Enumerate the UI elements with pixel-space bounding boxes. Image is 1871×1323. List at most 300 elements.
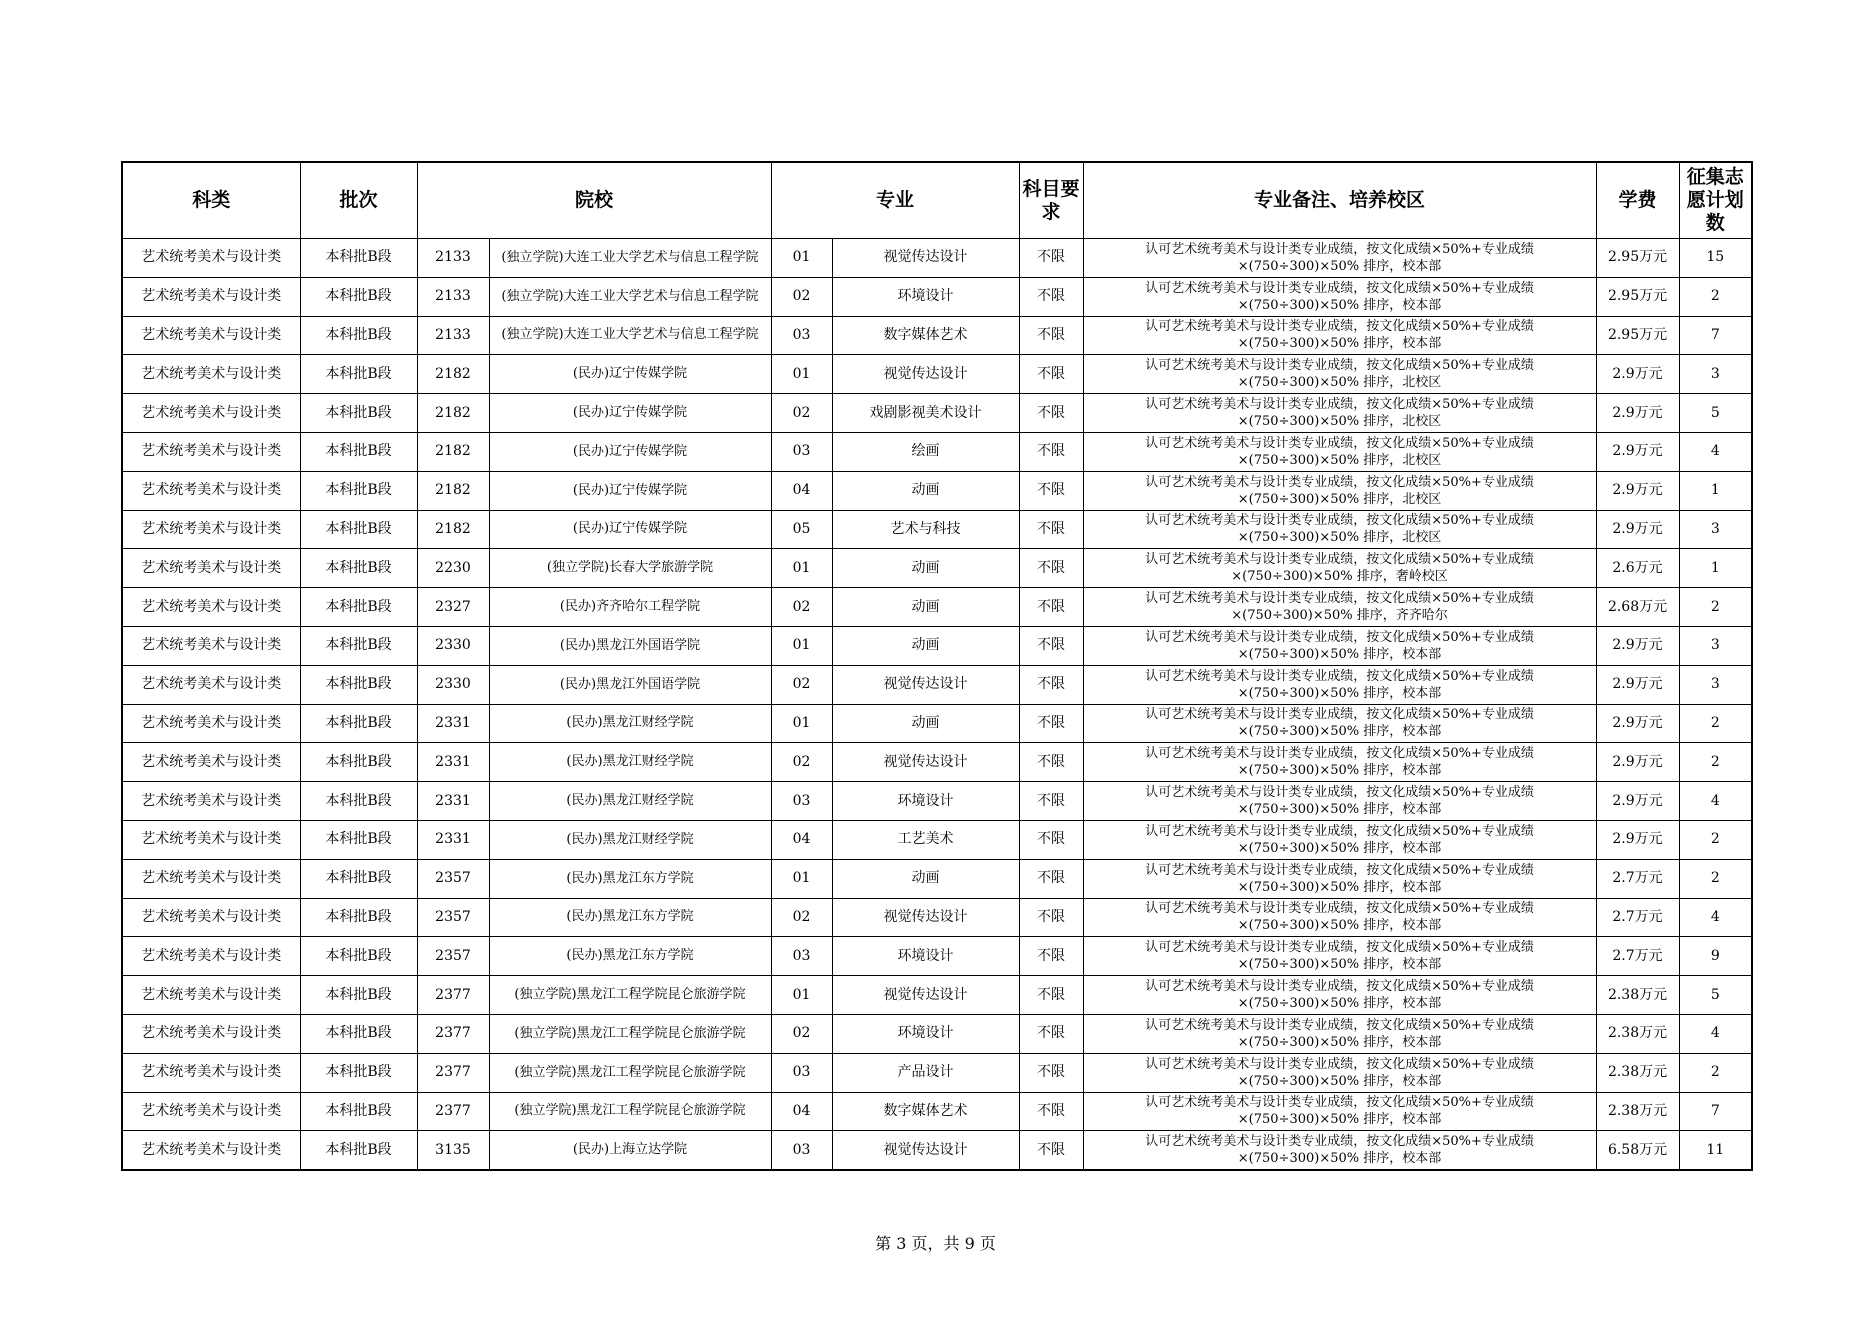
cell-notes bbox=[1083, 976, 1596, 1015]
cell-plan-count: 3 bbox=[1679, 665, 1752, 704]
cell-subject-requirement: 不限 bbox=[1019, 704, 1083, 743]
header-category: 科类 bbox=[122, 162, 300, 239]
cell-school-code: 2182 bbox=[417, 394, 489, 433]
cell-major-code: 02 bbox=[771, 277, 832, 316]
table-row bbox=[122, 432, 1752, 471]
cell-batch: 本科批B段 bbox=[300, 355, 417, 394]
cell-tuition: 2.9万元 bbox=[1596, 743, 1679, 782]
cell-tuition: 2.7万元 bbox=[1596, 859, 1679, 898]
cell-subject-requirement: 不限 bbox=[1019, 937, 1083, 976]
cell-major-name: 视觉传达设计 bbox=[832, 239, 1019, 278]
cell-major-name: 艺术与科技 bbox=[832, 510, 1019, 549]
cell-major-name: 视觉传达设计 bbox=[832, 665, 1019, 704]
cell-major-code: 03 bbox=[771, 1131, 832, 1170]
cell-major-code: 03 bbox=[771, 937, 832, 976]
cell-school-code: 2133 bbox=[417, 316, 489, 355]
table-row bbox=[122, 355, 1752, 394]
cell-category: 艺术统考美术与设计类 bbox=[122, 782, 300, 821]
cell-school-code: 2331 bbox=[417, 782, 489, 821]
note-line: 认可艺术统考美术与设计类专业成绩，按文化成绩×50%+专业成绩 bbox=[1145, 397, 1534, 413]
cell-major-code: 02 bbox=[771, 898, 832, 937]
cell-batch: 本科批B段 bbox=[300, 471, 417, 510]
cell-batch: 本科批B段 bbox=[300, 704, 417, 743]
cell-plan-count: 2 bbox=[1679, 820, 1752, 859]
table-row bbox=[122, 1053, 1752, 1092]
cell-plan-count: 1 bbox=[1679, 471, 1752, 510]
cell-school-name: (民办)黑龙江财经学院 bbox=[489, 782, 771, 821]
cell-school-name: (民办)齐齐哈尔工程学院 bbox=[489, 588, 771, 627]
note-line: 认可艺术统考美术与设计类专业成绩，按文化成绩×50%+专业成绩 bbox=[1145, 707, 1534, 723]
cell-school-code: 2182 bbox=[417, 510, 489, 549]
cell-school-code: 2331 bbox=[417, 820, 489, 859]
note-line: ×(750÷300)×50% 排序，校本部 bbox=[1237, 297, 1442, 313]
note-line: 认可艺术统考美术与设计类专业成绩，按文化成绩×50%+专业成绩 bbox=[1145, 979, 1534, 995]
cell-tuition: 2.7万元 bbox=[1596, 937, 1679, 976]
cell-tuition: 2.38万元 bbox=[1596, 976, 1679, 1015]
cell-notes bbox=[1083, 239, 1596, 278]
page-footer: 第 3 页，共 9 页 bbox=[875, 1234, 996, 1253]
cell-major-code: 01 bbox=[771, 859, 832, 898]
cell-school-name: (民办)辽宁传媒学院 bbox=[489, 510, 771, 549]
cell-subject-requirement: 不限 bbox=[1019, 316, 1083, 355]
cell-major-name: 产品设计 bbox=[832, 1053, 1019, 1092]
note-line: ×(750÷300)×50% 排序，北校区 bbox=[1237, 530, 1442, 546]
cell-school-code: 2182 bbox=[417, 432, 489, 471]
cell-subject-requirement: 不限 bbox=[1019, 1092, 1083, 1131]
cell-category: 艺术统考美术与设计类 bbox=[122, 239, 300, 278]
admissions-table bbox=[121, 161, 1753, 1171]
cell-plan-count: 2 bbox=[1679, 859, 1752, 898]
cell-plan-count: 2 bbox=[1679, 1053, 1752, 1092]
cell-major-name: 环境设计 bbox=[832, 937, 1019, 976]
cell-notes bbox=[1083, 820, 1596, 859]
cell-category: 艺术统考美术与设计类 bbox=[122, 316, 300, 355]
note-line: 认可艺术统考美术与设计类专业成绩，按文化成绩×50%+专业成绩 bbox=[1145, 668, 1534, 684]
cell-batch: 本科批B段 bbox=[300, 239, 417, 278]
cell-major-name: 视觉传达设计 bbox=[832, 355, 1019, 394]
cell-major-code: 04 bbox=[771, 1092, 832, 1131]
cell-batch: 本科批B段 bbox=[300, 394, 417, 433]
note-line: 认可艺术统考美术与设计类专业成绩，按文化成绩×50%+专业成绩 bbox=[1145, 862, 1534, 878]
cell-major-name: 视觉传达设计 bbox=[832, 976, 1019, 1015]
note-line: 认可艺术统考美术与设计类专业成绩，按文化成绩×50%+专业成绩 bbox=[1145, 785, 1534, 801]
cell-subject-requirement: 不限 bbox=[1019, 394, 1083, 433]
note-line: ×(750÷300)×50% 排序，校本部 bbox=[1237, 1073, 1442, 1089]
cell-major-code: 03 bbox=[771, 782, 832, 821]
cell-school-code: 2357 bbox=[417, 859, 489, 898]
cell-school-name: (民办)辽宁传媒学院 bbox=[489, 471, 771, 510]
cell-batch: 本科批B段 bbox=[300, 432, 417, 471]
note-line: ×(750÷300)×50% 排序，校本部 bbox=[1237, 840, 1442, 856]
cell-plan-count: 2 bbox=[1679, 277, 1752, 316]
cell-school-name: (独立学院)长春大学旅游学院 bbox=[489, 549, 771, 588]
note-line: ×(750÷300)×50% 排序，北校区 bbox=[1237, 414, 1442, 430]
cell-notes bbox=[1083, 937, 1596, 976]
cell-school-code: 2330 bbox=[417, 665, 489, 704]
note-line: ×(750÷300)×50% 排序，校本部 bbox=[1237, 763, 1442, 779]
cell-category: 艺术统考美术与设计类 bbox=[122, 1053, 300, 1092]
cell-notes bbox=[1083, 626, 1596, 665]
cell-school-name: (独立学院)黑龙江工程学院昆仑旅游学院 bbox=[489, 1053, 771, 1092]
cell-tuition: 2.9万元 bbox=[1596, 510, 1679, 549]
cell-school-name: (民办)黑龙江东方学院 bbox=[489, 937, 771, 976]
cell-category: 艺术统考美术与设计类 bbox=[122, 394, 300, 433]
cell-school-code: 2377 bbox=[417, 1014, 489, 1053]
cell-batch: 本科批B段 bbox=[300, 782, 417, 821]
cell-school-name: (独立学院)黑龙江工程学院昆仑旅游学院 bbox=[489, 976, 771, 1015]
cell-major-code: 03 bbox=[771, 1053, 832, 1092]
cell-notes bbox=[1083, 432, 1596, 471]
cell-tuition: 2.38万元 bbox=[1596, 1092, 1679, 1131]
cell-school-name: (独立学院)黑龙江工程学院昆仑旅游学院 bbox=[489, 1092, 771, 1131]
cell-category: 艺术统考美术与设计类 bbox=[122, 976, 300, 1015]
table-row bbox=[122, 1131, 1752, 1170]
cell-notes bbox=[1083, 1014, 1596, 1053]
cell-subject-requirement: 不限 bbox=[1019, 743, 1083, 782]
cell-subject-requirement: 不限 bbox=[1019, 1053, 1083, 1092]
cell-category: 艺术统考美术与设计类 bbox=[122, 1014, 300, 1053]
cell-major-name: 数字媒体艺术 bbox=[832, 316, 1019, 355]
cell-plan-count: 2 bbox=[1679, 743, 1752, 782]
cell-major-code: 01 bbox=[771, 549, 832, 588]
cell-subject-requirement: 不限 bbox=[1019, 859, 1083, 898]
note-line: 认可艺术统考美术与设计类专业成绩，按文化成绩×50%+专业成绩 bbox=[1145, 901, 1534, 917]
cell-subject-requirement: 不限 bbox=[1019, 355, 1083, 394]
note-line: ×(750÷300)×50% 排序，校本部 bbox=[1237, 1151, 1442, 1167]
cell-tuition: 2.9万元 bbox=[1596, 626, 1679, 665]
cell-school-name: (民办)黑龙江东方学院 bbox=[489, 859, 771, 898]
table-row bbox=[122, 549, 1752, 588]
cell-tuition: 2.9万元 bbox=[1596, 782, 1679, 821]
header-notes: 专业备注、培养校区 bbox=[1083, 162, 1596, 239]
table-row bbox=[122, 1092, 1752, 1131]
cell-batch: 本科批B段 bbox=[300, 1053, 417, 1092]
cell-school-code: 2377 bbox=[417, 976, 489, 1015]
cell-plan-count: 3 bbox=[1679, 510, 1752, 549]
table-row bbox=[122, 239, 1752, 278]
cell-batch: 本科批B段 bbox=[300, 976, 417, 1015]
table-row bbox=[122, 976, 1752, 1015]
cell-category: 艺术统考美术与设计类 bbox=[122, 355, 300, 394]
header-batch: 批次 bbox=[300, 162, 417, 239]
header-major: 专业 bbox=[771, 162, 1019, 239]
cell-subject-requirement: 不限 bbox=[1019, 510, 1083, 549]
cell-batch: 本科批B段 bbox=[300, 743, 417, 782]
cell-school-name: (民办)黑龙江外国语学院 bbox=[489, 665, 771, 704]
cell-subject-requirement: 不限 bbox=[1019, 588, 1083, 627]
cell-school-name: (民办)辽宁传媒学院 bbox=[489, 394, 771, 433]
cell-batch: 本科批B段 bbox=[300, 549, 417, 588]
header-subject-requirement: 科目要求 bbox=[1019, 162, 1083, 239]
cell-tuition: 2.6万元 bbox=[1596, 549, 1679, 588]
cell-category: 艺术统考美术与设计类 bbox=[122, 1092, 300, 1131]
note-line: ×(750÷300)×50% 排序，奢岭校区 bbox=[1231, 569, 1448, 585]
cell-category: 艺术统考美术与设计类 bbox=[122, 665, 300, 704]
note-line: 认可艺术统考美术与设计类专业成绩，按文化成绩×50%+专业成绩 bbox=[1145, 319, 1534, 335]
cell-batch: 本科批B段 bbox=[300, 859, 417, 898]
cell-school-name: (民办)辽宁传媒学院 bbox=[489, 355, 771, 394]
cell-category: 艺术统考美术与设计类 bbox=[122, 588, 300, 627]
cell-major-code: 02 bbox=[771, 1014, 832, 1053]
cell-tuition: 2.38万元 bbox=[1596, 1014, 1679, 1053]
cell-major-code: 04 bbox=[771, 471, 832, 510]
table-row bbox=[122, 820, 1752, 859]
cell-category: 艺术统考美术与设计类 bbox=[122, 937, 300, 976]
table-row bbox=[122, 937, 1752, 976]
cell-plan-count: 4 bbox=[1679, 1014, 1752, 1053]
cell-category: 艺术统考美术与设计类 bbox=[122, 471, 300, 510]
cell-major-code: 01 bbox=[771, 704, 832, 743]
cell-school-code: 2377 bbox=[417, 1053, 489, 1092]
cell-school-code: 2331 bbox=[417, 743, 489, 782]
note-line: ×(750÷300)×50% 排序，北校区 bbox=[1237, 452, 1442, 468]
cell-subject-requirement: 不限 bbox=[1019, 782, 1083, 821]
cell-major-code: 03 bbox=[771, 316, 832, 355]
note-line: ×(750÷300)×50% 排序，校本部 bbox=[1237, 879, 1442, 895]
note-line: ×(750÷300)×50% 排序，校本部 bbox=[1237, 685, 1442, 701]
cell-school-name: (民办)黑龙江外国语学院 bbox=[489, 626, 771, 665]
table-row bbox=[122, 704, 1752, 743]
cell-notes bbox=[1083, 665, 1596, 704]
cell-major-code: 02 bbox=[771, 665, 832, 704]
note-line: ×(750÷300)×50% 排序，校本部 bbox=[1237, 724, 1442, 740]
table-row bbox=[122, 471, 1752, 510]
cell-plan-count: 7 bbox=[1679, 316, 1752, 355]
cell-major-name: 动画 bbox=[832, 549, 1019, 588]
cell-tuition: 2.38万元 bbox=[1596, 1053, 1679, 1092]
cell-plan-count: 4 bbox=[1679, 432, 1752, 471]
cell-notes bbox=[1083, 859, 1596, 898]
cell-notes bbox=[1083, 898, 1596, 937]
cell-major-code: 01 bbox=[771, 626, 832, 665]
cell-major-name: 环境设计 bbox=[832, 782, 1019, 821]
cell-major-code: 05 bbox=[771, 510, 832, 549]
cell-school-name: (民办)黑龙江东方学院 bbox=[489, 898, 771, 937]
cell-plan-count: 7 bbox=[1679, 1092, 1752, 1131]
cell-major-name: 戏剧影视美术设计 bbox=[832, 394, 1019, 433]
cell-batch: 本科批B段 bbox=[300, 1131, 417, 1170]
cell-notes bbox=[1083, 588, 1596, 627]
header-row bbox=[122, 162, 1752, 239]
cell-tuition: 2.95万元 bbox=[1596, 316, 1679, 355]
cell-category: 艺术统考美术与设计类 bbox=[122, 626, 300, 665]
cell-plan-count: 2 bbox=[1679, 588, 1752, 627]
cell-notes bbox=[1083, 277, 1596, 316]
cell-major-code: 03 bbox=[771, 432, 832, 471]
cell-major-name: 动画 bbox=[832, 859, 1019, 898]
cell-notes bbox=[1083, 782, 1596, 821]
cell-category: 艺术统考美术与设计类 bbox=[122, 549, 300, 588]
cell-major-name: 动画 bbox=[832, 471, 1019, 510]
cell-major-name: 视觉传达设计 bbox=[832, 743, 1019, 782]
table-row bbox=[122, 665, 1752, 704]
cell-subject-requirement: 不限 bbox=[1019, 665, 1083, 704]
cell-notes bbox=[1083, 549, 1596, 588]
cell-school-code: 2377 bbox=[417, 1092, 489, 1131]
cell-school-name: (独立学院)大连工业大学艺术与信息工程学院 bbox=[489, 316, 771, 355]
cell-category: 艺术统考美术与设计类 bbox=[122, 277, 300, 316]
cell-major-name: 动画 bbox=[832, 588, 1019, 627]
cell-batch: 本科批B段 bbox=[300, 898, 417, 937]
table-row bbox=[122, 588, 1752, 627]
cell-major-name: 视觉传达设计 bbox=[832, 898, 1019, 937]
cell-batch: 本科批B段 bbox=[300, 937, 417, 976]
cell-notes bbox=[1083, 471, 1596, 510]
cell-tuition: 2.7万元 bbox=[1596, 898, 1679, 937]
cell-school-code: 2182 bbox=[417, 471, 489, 510]
cell-major-code: 02 bbox=[771, 588, 832, 627]
table-row bbox=[122, 743, 1752, 782]
note-line: ×(750÷300)×50% 排序，校本部 bbox=[1237, 957, 1442, 973]
cell-school-name: (独立学院)大连工业大学艺术与信息工程学院 bbox=[489, 277, 771, 316]
cell-major-code: 01 bbox=[771, 239, 832, 278]
cell-tuition: 2.9万元 bbox=[1596, 704, 1679, 743]
note-line: ×(750÷300)×50% 排序，北校区 bbox=[1237, 491, 1442, 507]
cell-school-code: 2133 bbox=[417, 239, 489, 278]
cell-tuition: 2.9万元 bbox=[1596, 665, 1679, 704]
cell-batch: 本科批B段 bbox=[300, 588, 417, 627]
note-line: 认可艺术统考美术与设计类专业成绩，按文化成绩×50%+专业成绩 bbox=[1145, 1095, 1534, 1111]
cell-school-code: 2182 bbox=[417, 355, 489, 394]
table-row bbox=[122, 782, 1752, 821]
header-school: 院校 bbox=[417, 162, 771, 239]
note-line: ×(750÷300)×50% 排序，校本部 bbox=[1237, 996, 1442, 1012]
cell-subject-requirement: 不限 bbox=[1019, 1131, 1083, 1170]
cell-tuition: 2.9万元 bbox=[1596, 820, 1679, 859]
cell-school-name: (独立学院)黑龙江工程学院昆仑旅游学院 bbox=[489, 1014, 771, 1053]
cell-major-code: 01 bbox=[771, 976, 832, 1015]
cell-notes bbox=[1083, 1131, 1596, 1170]
cell-tuition: 2.9万元 bbox=[1596, 471, 1679, 510]
cell-notes bbox=[1083, 743, 1596, 782]
cell-major-name: 视觉传达设计 bbox=[832, 1131, 1019, 1170]
cell-tuition: 2.9万元 bbox=[1596, 355, 1679, 394]
cell-notes bbox=[1083, 704, 1596, 743]
cell-subject-requirement: 不限 bbox=[1019, 277, 1083, 316]
header-plan-count: 征集志愿计划数 bbox=[1679, 162, 1752, 239]
cell-school-code: 2357 bbox=[417, 937, 489, 976]
note-line: ×(750÷300)×50% 排序，校本部 bbox=[1237, 1112, 1442, 1128]
cell-major-name: 环境设计 bbox=[832, 1014, 1019, 1053]
note-line: 认可艺术统考美术与设计类专业成绩，按文化成绩×50%+专业成绩 bbox=[1145, 435, 1534, 451]
cell-school-name: (民办)辽宁传媒学院 bbox=[489, 432, 771, 471]
cell-school-name: (独立学院)大连工业大学艺术与信息工程学院 bbox=[489, 239, 771, 278]
cell-batch: 本科批B段 bbox=[300, 1092, 417, 1131]
cell-plan-count: 5 bbox=[1679, 394, 1752, 433]
note-line: ×(750÷300)×50% 排序，校本部 bbox=[1237, 802, 1442, 818]
note-line: ×(750÷300)×50% 排序，校本部 bbox=[1237, 258, 1442, 274]
table-row bbox=[122, 394, 1752, 433]
note-line: 认可艺术统考美术与设计类专业成绩，按文化成绩×50%+专业成绩 bbox=[1145, 823, 1534, 839]
cell-plan-count: 3 bbox=[1679, 355, 1752, 394]
cell-plan-count: 15 bbox=[1679, 239, 1752, 278]
cell-subject-requirement: 不限 bbox=[1019, 898, 1083, 937]
note-line: 认可艺术统考美术与设计类专业成绩，按文化成绩×50%+专业成绩 bbox=[1145, 1134, 1534, 1150]
cell-batch: 本科批B段 bbox=[300, 626, 417, 665]
cell-notes bbox=[1083, 1053, 1596, 1092]
cell-category: 艺术统考美术与设计类 bbox=[122, 704, 300, 743]
cell-category: 艺术统考美术与设计类 bbox=[122, 510, 300, 549]
cell-major-code: 02 bbox=[771, 743, 832, 782]
note-line: 认可艺术统考美术与设计类专业成绩，按文化成绩×50%+专业成绩 bbox=[1145, 940, 1534, 956]
cell-school-name: (民办)黑龙江财经学院 bbox=[489, 820, 771, 859]
cell-major-name: 动画 bbox=[832, 704, 1019, 743]
cell-subject-requirement: 不限 bbox=[1019, 820, 1083, 859]
cell-school-code: 2230 bbox=[417, 549, 489, 588]
note-line: 认可艺术统考美术与设计类专业成绩，按文化成绩×50%+专业成绩 bbox=[1145, 552, 1534, 568]
cell-category: 艺术统考美术与设计类 bbox=[122, 1131, 300, 1170]
note-line: ×(750÷300)×50% 排序，校本部 bbox=[1237, 918, 1442, 934]
cell-plan-count: 1 bbox=[1679, 549, 1752, 588]
cell-tuition: 2.95万元 bbox=[1596, 239, 1679, 278]
table-row bbox=[122, 277, 1752, 316]
cell-school-code: 2331 bbox=[417, 704, 489, 743]
table-row bbox=[122, 510, 1752, 549]
cell-school-code: 3135 bbox=[417, 1131, 489, 1170]
cell-tuition: 6.58万元 bbox=[1596, 1131, 1679, 1170]
cell-category: 艺术统考美术与设计类 bbox=[122, 432, 300, 471]
cell-subject-requirement: 不限 bbox=[1019, 471, 1083, 510]
note-line: 认可艺术统考美术与设计类专业成绩，按文化成绩×50%+专业成绩 bbox=[1145, 591, 1534, 607]
cell-major-code: 04 bbox=[771, 820, 832, 859]
cell-batch: 本科批B段 bbox=[300, 277, 417, 316]
cell-school-code: 2357 bbox=[417, 898, 489, 937]
cell-batch: 本科批B段 bbox=[300, 510, 417, 549]
cell-subject-requirement: 不限 bbox=[1019, 432, 1083, 471]
table-row bbox=[122, 316, 1752, 355]
note-line: ×(750÷300)×50% 排序，校本部 bbox=[1237, 336, 1442, 352]
cell-school-code: 2327 bbox=[417, 588, 489, 627]
cell-plan-count: 5 bbox=[1679, 976, 1752, 1015]
cell-tuition: 2.9万元 bbox=[1596, 394, 1679, 433]
note-line: 认可艺术统考美术与设计类专业成绩，按文化成绩×50%+专业成绩 bbox=[1145, 280, 1534, 296]
cell-category: 艺术统考美术与设计类 bbox=[122, 820, 300, 859]
cell-plan-count: 11 bbox=[1679, 1131, 1752, 1170]
cell-notes bbox=[1083, 510, 1596, 549]
cell-major-name: 环境设计 bbox=[832, 277, 1019, 316]
cell-major-code: 01 bbox=[771, 355, 832, 394]
cell-major-name: 动画 bbox=[832, 626, 1019, 665]
cell-notes bbox=[1083, 355, 1596, 394]
note-line: 认可艺术统考美术与设计类专业成绩，按文化成绩×50%+专业成绩 bbox=[1145, 358, 1534, 374]
cell-notes bbox=[1083, 394, 1596, 433]
table-row bbox=[122, 626, 1752, 665]
note-line: 认可艺术统考美术与设计类专业成绩，按文化成绩×50%+专业成绩 bbox=[1145, 241, 1534, 257]
note-line: 认可艺术统考美术与设计类专业成绩，按文化成绩×50%+专业成绩 bbox=[1145, 1017, 1534, 1033]
table-row bbox=[122, 859, 1752, 898]
cell-subject-requirement: 不限 bbox=[1019, 239, 1083, 278]
cell-school-code: 2330 bbox=[417, 626, 489, 665]
cell-subject-requirement: 不限 bbox=[1019, 976, 1083, 1015]
cell-school-name: (民办)上海立达学院 bbox=[489, 1131, 771, 1170]
cell-school-name: (民办)黑龙江财经学院 bbox=[489, 704, 771, 743]
cell-plan-count: 9 bbox=[1679, 937, 1752, 976]
cell-batch: 本科批B段 bbox=[300, 665, 417, 704]
cell-major-code: 02 bbox=[771, 394, 832, 433]
cell-subject-requirement: 不限 bbox=[1019, 1014, 1083, 1053]
cell-subject-requirement: 不限 bbox=[1019, 549, 1083, 588]
cell-subject-requirement: 不限 bbox=[1019, 626, 1083, 665]
note-line: 认可艺术统考美术与设计类专业成绩，按文化成绩×50%+专业成绩 bbox=[1145, 629, 1534, 645]
cell-plan-count: 3 bbox=[1679, 626, 1752, 665]
cell-notes bbox=[1083, 1092, 1596, 1131]
cell-school-name: (民办)黑龙江财经学院 bbox=[489, 743, 771, 782]
cell-batch: 本科批B段 bbox=[300, 316, 417, 355]
note-line: ×(750÷300)×50% 排序，校本部 bbox=[1237, 1034, 1442, 1050]
header-tuition: 学费 bbox=[1596, 162, 1679, 239]
cell-tuition: 2.95万元 bbox=[1596, 277, 1679, 316]
cell-plan-count: 2 bbox=[1679, 704, 1752, 743]
